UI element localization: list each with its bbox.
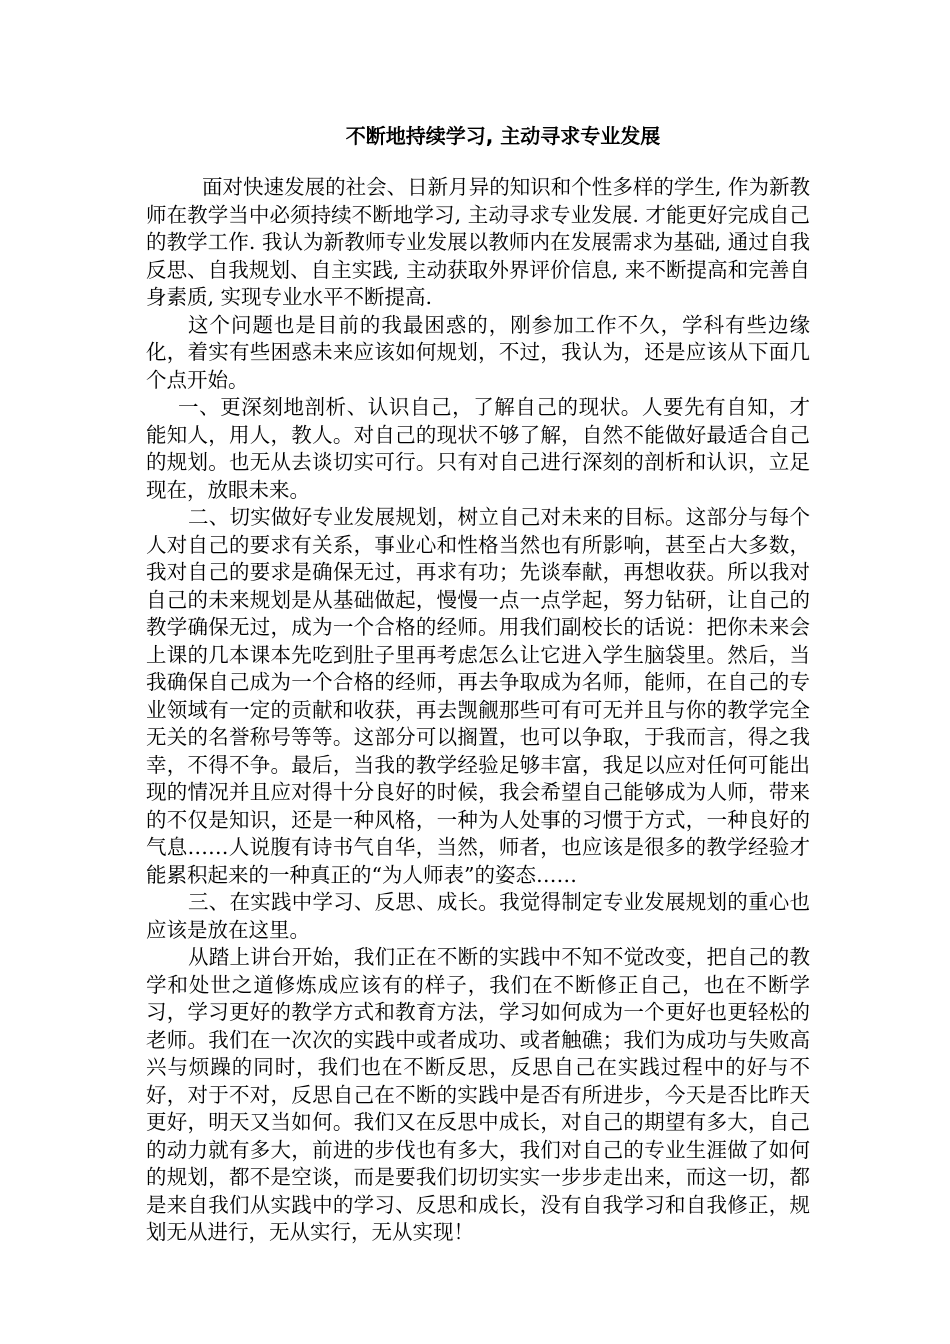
document-title: 不断地持续学习, 主动寻求专业发展 [345, 124, 661, 148]
paragraph-intro: 面对快速发展的社会、日新月异的知识和个性多样的学生, 作为新教师在教学当中必须持续不断地学习, 主动寻求专业发展. 才能更好完成自己的教学工作. 我认为新教师专业发展以教师内在发展需求为基础, 通过自我反思、自我规划、自主实践, 主动获取外界评价信息, 来不断提高和完善自身素质, 实现专业水平不断提高. [146, 175, 810, 309]
paragraph-point-three: 三、在实践中学习、反思、成长。我觉得制定专业发展规划的重心也应该是放在这里。 [146, 890, 810, 942]
paragraph-point-two: 二、切实做好专业发展规划，树立自己对未来的目标。这部分与每个人对自己的要求有关系，事业心和性格当然也有所影响，甚至占大多数，我对自己的要求是确保无过，再求有功；先谈奉献，再想收获。所以我对自己的未来规划是从基础做起，慢慢一点一点学起，努力钻研，让自己的教学确保无过，成为一个合格的经师。用我们副校长的话说：把你未来会上课的几本课本先吃到肚子里再考虑怎么让它进入学生脑袋里。然后，当我确保自己成为一个合格的经师，再去争取成为名师，能师，在自己的专业领域有一定的贡献和收获，再去觊觎那些可有可无并且与你的教学完全无关的名誉称号等等。这部分可以搁置，也可以争取，于我而言，得之我幸，不得不争。最后，当我的教学经验足够丰富，我足以应对任何可能出现的情况并且应对得十分良好的时候，我会希望自己能够成为人师，带来的不仅是知识，还是一种风格，一种为人处事的习惯于方式，一种良好的气息……人说腹有诗书气自华，当然，师者，也应该是很多的教学经验才能累积起来的一种真正的“为人师表”的姿态…… [146, 505, 810, 887]
paragraph-practice: 从踏上讲台开始，我们正在不断的实践中不知不觉改变，把自己的教学和处世之道修炼成应该有的样子，我们在不断修正自己，也在不断学习，学习更好的教学方式和教育方法，学习如何成为一个更好也更轻松的老师。我们在一次次的实践中或者成功、或者触礁；我们为成功与失败高兴与烦躁的同时，我们也在不断反思，反思自己在实践过程中的好与不好，对于不对，反思自己在不断的实践中是否有所进步，今天是否比昨天更好，明天又当如何。我们又在反思中成长，对自己的期望有多大，自己的动力就有多大，前进的步伐也有多大，我们对自己的专业生涯做了如何的规划，都不是空谈，而是要我们切切实实一步步走出来，而这一切，都是来自我们从实践中的学习、反思和成长，没有自我学习和自我修正，规划无从进行，无从实行，无从实现！ [146, 945, 810, 1244]
paragraph-confusion: 这个问题也是目前的我最困惑的，刚参加工作不久，学科有些边缘化，着实有些困惑未来应该如何规划，不过，我认为，还是应该从下面几个点开始。 [146, 312, 810, 392]
document-body [146, 174, 810, 1247]
paragraph-point-one: 一、更深刻地剖析、认识自己，了解自己的现状。人要先有自知，才能知人，用人，教人。对自己的现状不够了解，自然不能做好最适合自己的规划。也无从去谈切实可行。只有对自己进行深刻的剖析和认识，立足现在，放眼未来。 [146, 395, 810, 502]
